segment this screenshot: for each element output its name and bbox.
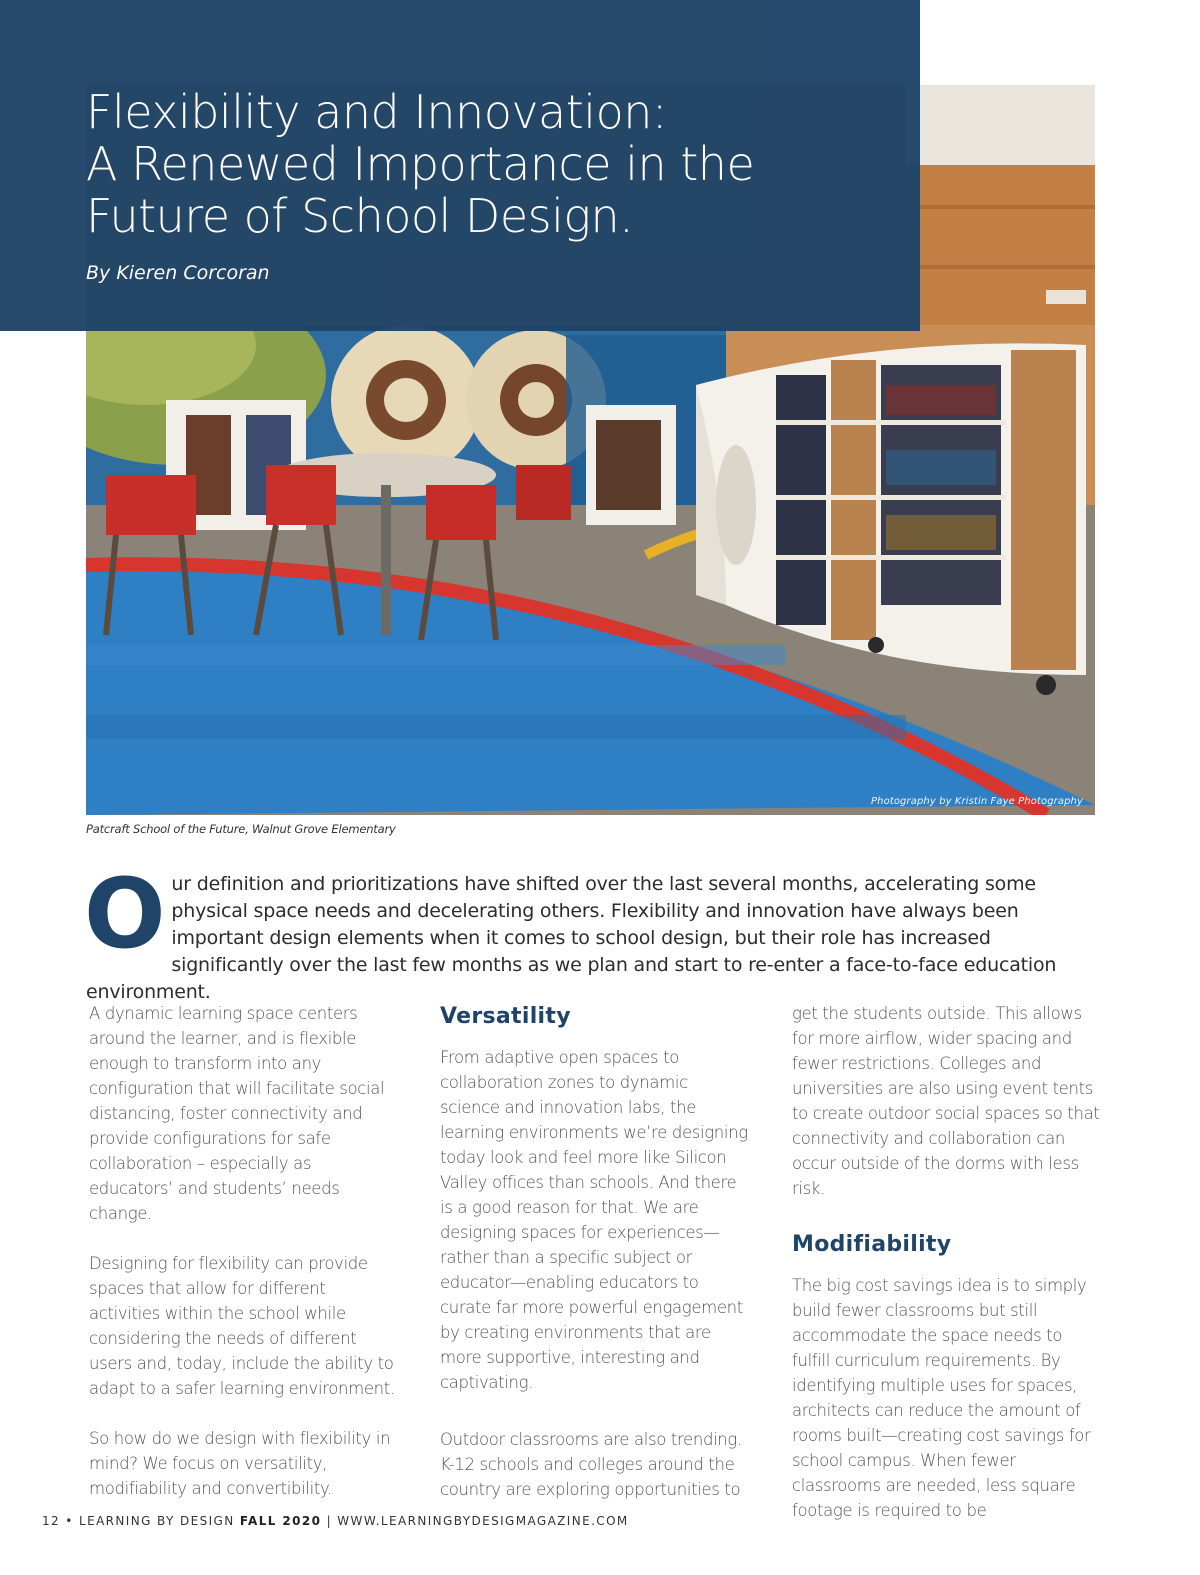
body-column-1 — [89, 1001, 399, 1526]
issue-label: FALL 2020 — [239, 1514, 322, 1528]
photo-caption: Patcraft School of the Future, Walnut Grove Elementary — [86, 822, 396, 836]
page-number: 12 — [42, 1514, 61, 1528]
article-title-line: Future of School Design. — [86, 189, 634, 243]
publication-name: LEARNING BY DESIGN — [79, 1514, 235, 1528]
article-title-line: A Renewed Importance in the — [86, 137, 755, 191]
footer-separator: | — [326, 1514, 333, 1528]
body-column-2 — [440, 1001, 750, 1527]
body-paragraph: The big cost savings idea is to simply build fewer classrooms but still accommodate the space needs to fulfill curriculum requirements. By identifying multiple uses for spaces, architects can reduce the amount of rooms built—creating cost savings for school campus. When fewer classrooms are needed, less square footage is required to be — [792, 1276, 1091, 1520]
body-paragraph: A dynamic learning space centers around the learner, and is flexible enough to transform into any configuration that will facilitate social distancing, foster connectivity and provide configurations for safe collaboration – especially as educators’ and students’ needs change. — [89, 1004, 385, 1223]
body-paragraph: From adaptive open spaces to collaboration zones to dynamic science and innovation labs, the learning environments we’re designing today look and feel more like Silicon Valley offices than schools. And there is a good reason for that. We are designing spaces for experiences—rather than a specific subject or educator—enabling educators to curate far more powerful engagement by creating environments that are more supportive, interesting and captivating. — [440, 1048, 748, 1392]
body-column-3 — [792, 1001, 1104, 1548]
website-link[interactable]: WWW.LEARNINGBYDESIGMAGAZINE.COM — [337, 1514, 629, 1528]
footer-bullet: • — [65, 1514, 74, 1528]
section-heading-versatility: Versatility — [440, 1004, 571, 1029]
body-paragraph: Designing for flexibility can provide spaces that allow for different activities within the school while considering the needs of different users and, today, include the ability to adapt to a safer learning environment. — [89, 1254, 395, 1398]
body-paragraph: get the students outside. This allows for more airflow, wider spacing and fewer restrictions. Colleges and universities are also using event tents to create outdoor social spaces so that connectivity and collaboration can occur outside of the dorms with less risk. — [792, 1004, 1100, 1198]
title-block — [0, 0, 920, 331]
article-byline: By Kieren Corcoran — [86, 262, 270, 284]
lead-paragraph — [84, 858, 1096, 1006]
body-paragraph: Outdoor classrooms are also trending. K-12 schools and colleges around the country are exploring opportunities to — [440, 1430, 742, 1499]
drop-cap: O — [84, 858, 166, 970]
lead-text: ur definition and prioritizations have shifted over the last several months, accelerating some physical space needs and decelerating others. Flexibility and innovation have always been important design elements when it comes to school design, but their role has increased significantly over the last few months as we plan and start to re-enter a face-to-face education environment. — [86, 873, 1057, 1003]
article-title-line: Flexibility and Innovation: — [86, 85, 667, 139]
page-footer — [42, 1514, 629, 1528]
section-heading-modifiability: Modifiability — [792, 1232, 952, 1257]
photo-credit: Photography by Kristin Faye Photography — [871, 796, 1083, 807]
article-title — [86, 86, 906, 242]
body-paragraph: So how do we design with flexibility in mind? We focus on versatility, modifiability and convertibility. — [89, 1429, 391, 1498]
